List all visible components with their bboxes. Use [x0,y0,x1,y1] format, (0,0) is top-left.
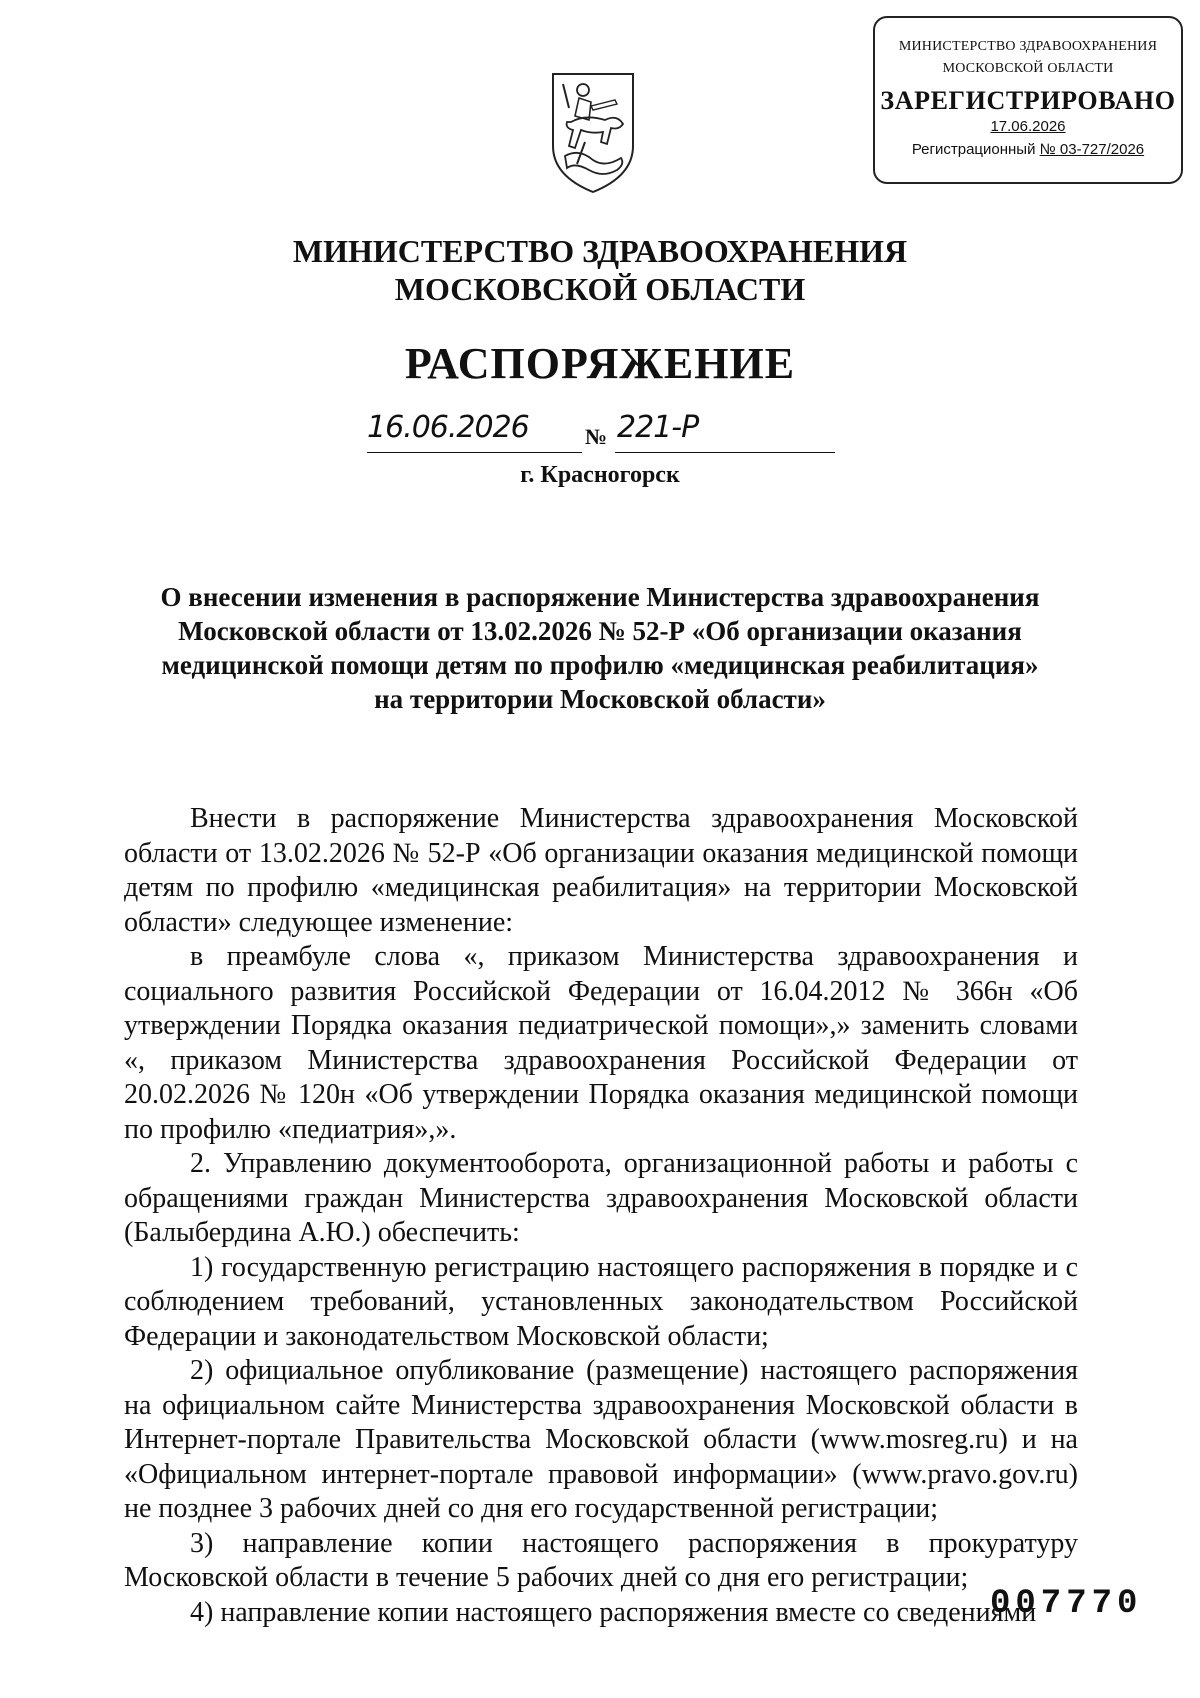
subject-line2: Московской области от 13.02.2026 № 52-Р «Об организации оказания [178,616,1022,646]
body-paragraph-7: 4) направление копии настоящего распоряжения вместе со сведениями [190,1596,1037,1628]
coat-of-arms-icon [545,68,641,196]
body-paragraph-4: 1) государственную регистрацию настоящего распоряжения в порядке и с соблюдением требований, установленных законодательством Российской Федерации и законодательством Московской области; [124,1251,1078,1352]
document-number: 221-Р [617,410,699,445]
ministry-name-line2: МОСКОВСКОЙ ОБЛАСТИ [394,271,806,307]
stamp-status: ЗАРЕГИСТРИРОВАНО [880,86,1176,115]
stamp-reg-number: № 03-727/2026 [1039,141,1145,158]
registration-stamp [873,16,1183,184]
city: г. Красногорск [520,462,680,488]
serial-number: 007770 [990,1585,1143,1623]
body-paragraph-1: Внести в распоряжение Министерства здравоохранения Московской области от 13.02.2026 № 52-Р «Об организации оказания медицинской помощи детям по профилю «медицинская реабилитация» на территории Московской области» следующее изменение: [124,803,1078,938]
document-type: РАСПОРЯЖЕНИЕ [404,339,796,388]
body-paragraph-6: 3) направление копии настоящего распоряжения в прокуратуру Московской области в течение 5 рабочих дней со дня его регистрации; [124,1527,1078,1593]
stamp-reg-label: Регистрационный [911,141,1036,158]
stamp-org-line2: МОСКОВСКОЙ ОБЛАСТИ [942,61,1114,76]
stamp-org-line1: МИНИСТЕРСТВО ЗДРАВООХРАНЕНИЯ [898,39,1158,54]
date-number-line [367,410,837,454]
stamp-reg-line [875,141,1181,158]
subject-line1: О внесении изменения в распоряжение Министерства здравоохранения [160,582,1040,612]
number-sign: № [585,424,608,449]
date-underline [367,452,582,453]
subject-line4: на территории Московской области» [374,684,826,714]
document-subject [150,580,1050,716]
body-paragraph-2: в преамбуле слова «, приказом Министерства здравоохранения и социального развития Российской Федерации от 16.04.2012 № 366н «Об утверждении Порядка оказания педиатрической помощи»,» заменить словами «, приказом Министерства здравоохранения Российской Федерации от 20.02.2026 № 120н «Об утверждении Порядка оказания медицинской помощи по профилю «педиатрия»,». [124,941,1078,1145]
stamp-org [875,36,1181,80]
subject-line3: медицинской помощи детям по профилю «медицинская реабилитация» [161,650,1039,680]
stamp-date: 17.06.2026 [990,118,1066,135]
document-date: 16.06.2026 [367,410,529,445]
number-underline [615,452,835,453]
ministry-name-line1: МИНИСТЕРСТВО ЗДРАВООХРАНЕНИЯ [292,233,908,269]
body-paragraph-3: 2. Управлению документооборота, организационной работы и работы с обращениями граждан Министерства здравоохранения Московской области (Балыбердина А.Ю.) обеспечить: [124,1148,1078,1248]
body-paragraph-5: 2) официальное опубликование (размещение) настоящего распоряжения на официальном сайте Министерства здравоохранения Московской области в Интернет-портале Правительства Московской области (www.mosreg.ru) и на «Официальном интернет-портале правовой информации» (www.pravo.gov.ru) не позднее 3 рабочих дней со дня его государственной регистрации; [124,1355,1078,1524]
document-body [124,802,1078,1630]
